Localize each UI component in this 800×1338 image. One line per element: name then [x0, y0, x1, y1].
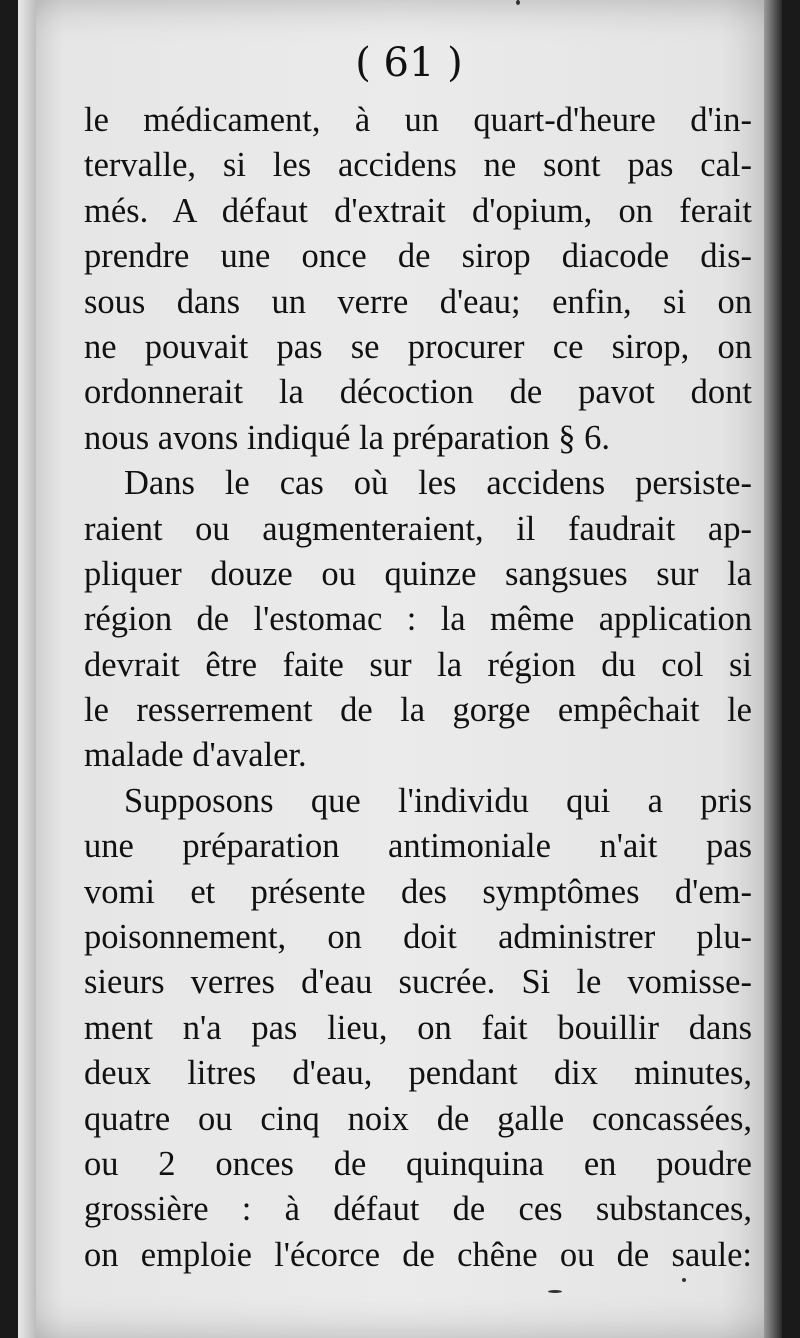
text-line: sieurs verres d'eau sucrée. Si le vomisse-	[84, 963, 752, 1002]
text-line: une préparation antimoniale n'ait pas	[84, 827, 752, 866]
page-body-text	[84, 98, 752, 1278]
ink-speck	[682, 1278, 686, 1282]
text-line: prendre une once de sirop diacode dis-	[84, 237, 752, 276]
text-line: tervalle, si les accidens ne sont pas cal-	[84, 146, 752, 185]
text-line: nous avons indiqué la préparation § 6.	[84, 418, 611, 457]
text-line: quatre ou cinq noix de galle concassées,	[84, 1099, 752, 1138]
text-line: Dans le cas où les accidens persiste-	[124, 464, 752, 503]
text-line: on emploie l'écorce de chêne ou de saule:	[84, 1235, 752, 1274]
text-line: deux litres d'eau, pendant dix minutes,	[84, 1054, 752, 1093]
book-page	[18, 0, 782, 1338]
text-line: région de l'estomac : la même application	[84, 600, 752, 639]
page-number: ( 61 )	[355, 40, 463, 86]
text-line: le resserrement de la gorge empêchait le	[84, 691, 752, 730]
text-line: ordonnerait la décoction de pavot dont	[84, 373, 752, 412]
text-line: ne pouvait pas se procurer ce sirop, on	[84, 327, 752, 366]
text-line: vomi et présente des symptômes d'em-	[84, 872, 752, 911]
text-line: devrait être faite sur la région du col si	[84, 645, 752, 684]
text-line: més. A défaut d'extrait d'opium, on ferait	[84, 191, 752, 230]
text-line: malade d'avaler.	[84, 736, 307, 775]
text-line: ou 2 onces de quinquina en poudre	[84, 1144, 752, 1183]
text-line: grossière : à défaut de ces substances,	[84, 1190, 752, 1229]
text-line: ment n'a pas lieu, on fait bouillir dans	[84, 1008, 752, 1047]
text-line: poisonnement, on doit administrer plu-	[84, 918, 752, 957]
page-right-edge	[764, 0, 782, 1338]
text-line: pliquer douze ou quinze sangsues sur la	[84, 554, 752, 593]
text-line: Supposons que l'individu qui a pris	[124, 781, 752, 820]
ink-speck	[516, 0, 520, 5]
text-line: sous dans un verre d'eau; enfin, si on	[84, 282, 752, 321]
ink-speck	[548, 1290, 562, 1293]
text-line: raient ou augmenteraient, il faudrait ap-	[84, 509, 752, 548]
page-left-edge	[18, 0, 36, 1338]
text-line: le médicament, à un quart-d'heure d'in-	[84, 101, 752, 139]
